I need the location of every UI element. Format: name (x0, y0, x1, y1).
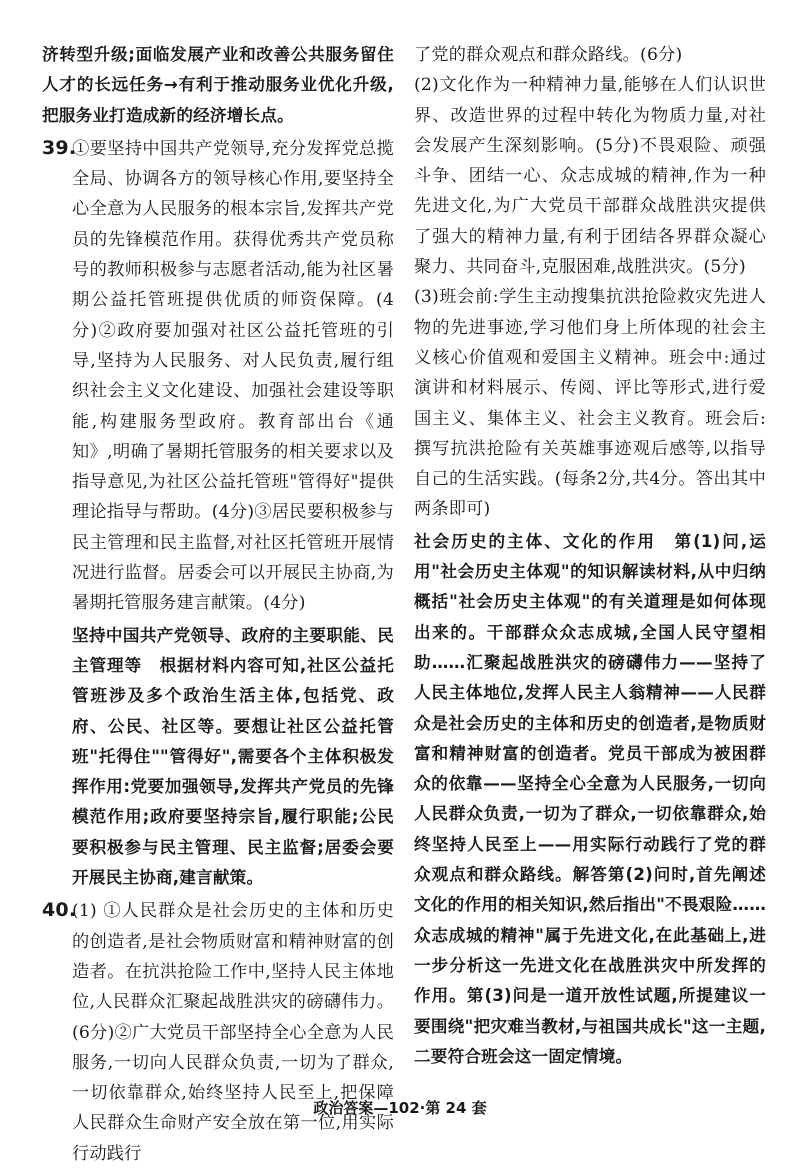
right-column (414, 40, 766, 1072)
intro-paragraph: 济转型升级;面临发展产业和改善公共服务留住人才的长远任务→有利于推动服务业优化升级,把服务业打造成新的经济增长点。 (42, 45, 394, 125)
left-column (42, 40, 394, 1169)
q39-answer (42, 133, 394, 619)
q40-answer (42, 895, 394, 1169)
q40-number: 40. (42, 899, 77, 922)
question-39 (42, 133, 394, 893)
q39-number: 39. (42, 136, 77, 159)
q39-answer-text: ①要坚持中国共产党领导,充分发挥党总揽全局、协调各方的领导核心作用,要坚持全心全意为人民服务的根本宗旨,发挥共产党员的先锋模范作用。获得优秀共产党员称号的教师积极参与志愿者活动,能为社区暑期公益托管班提供优质的师资保障。(4分)②政府要加强对社区公益托管班的引导,坚持为人民服务、对人民负责,履行组织社会主义文化建设、加强社会建设等职能,构建服务型政府。教育部出台《通知》,明确了暑期托管服务的相关要求以及指导意见,为社区公益托管班"管得好"提供理论指导与帮助。(4分)③居民要积极参与民主管理和民主监督,对社区托管班开展情况进行监督。居委会可以开展民主协商,为暑期托管服务建言献策。(4分) (72, 138, 394, 614)
q39-analysis: 坚持中国共产党领导、政府的主要职能、民主管理等 根据材料内容可知,社区公益托管班涉及多个政治生活主体,包括党、政府、公民、社区等。要想让社区公益托管班"托得住""管得好",需要各个主体积极发挥作用:党要加强领导,发挥共产党员的先锋模范作用;政府要坚持宗旨,履行职能;公民要积极参与民主管理、民主监督;居委会要开展民主协商,建言献策。 (72, 625, 394, 888)
q40-part3: (3)班会前:学生主动搜集抗洪抢险救灾先进人物的先进事迹,学习他们身上所体现的社会主义核心价值观和爱国主义精神。班会中:通过演讲和材料展示、传阅、评比等形式,进行爱国主义、集体主义、社会主义教育。班会后:撰写抗洪抢险有关英雄事迹观后感等,以指导自己的生活实践。(每条2分,共4分。答出其中两条即可) (414, 287, 766, 520)
q40-analysis: 社会历史的主体、文化的作用 第(1)问,运用"社会历史主体观"的知识解读材料,从中归纳概括"社会历史主体观"的有关道理是如何体现出来的。干部群众众志成城,全国人民守望相助……汇聚起战胜洪灾的磅礴伟力——坚持了人民主体地位,发挥人民主人翁精神——人民群众是社会历史的主体和历史的创造者,是物质财富和精神财富的创造者。党员干部成为被困群众的依靠——坚持全心全意为人民服务,一切向人民群众负责,一切为了群众,一切依靠群众,始终坚持人民至上——用实际行动践行了党的群众观点和群众路线。解答第(2)问时,首先阐述文化的作用的相关知识,然后指出"不畏艰险……众志成城的精神"属于先进文化,在此基础上,进一步分析这一先进文化在战胜洪灾中所发挥的作用。第(3)问是一道开放性试题,所提建议一要围绕"把灾难当教材,与祖国共成长"这一主题,二要符合班会这一固定情境。 (414, 531, 766, 1066)
q40-answer-text: (1) ①人民群众是社会历史的主体和历史的创造者,是社会物质财富和精神财富的创造者。在抗洪抢险工作中,坚持人民主体地位,人民群众汇聚起战胜洪灾的磅礴伟力。(6分)②广大党员干部坚持全心全意为人民服务,一切向人民群众负责,一切为了群众,一切依靠群众,始终坚持人民至上,把保障人民群众生命财产安全放在第一位,用实际行动践行 (72, 901, 394, 1164)
page-footer: 政治答案—102·第 24 套 (313, 1099, 487, 1117)
q40-part1-continued: 了党的群众观点和群众路线。(6分) (414, 45, 683, 65)
q40-part2: (2)文化作为一种精神力量,能够在人们认识世界、改造世界的过程中转化为物质力量,对社会发展产生深刻影响。(5分)不畏艰险、顽强斗争、团结一心、众志成城的精神,作为一种先进文化,为广大党员干部群众战胜洪灾提供了强大的精神力量,有利于团结各界群众凝心聚力、共同奋斗,克服困难,战胜洪灾。(5分) (414, 75, 766, 278)
question-40 (42, 895, 394, 1169)
